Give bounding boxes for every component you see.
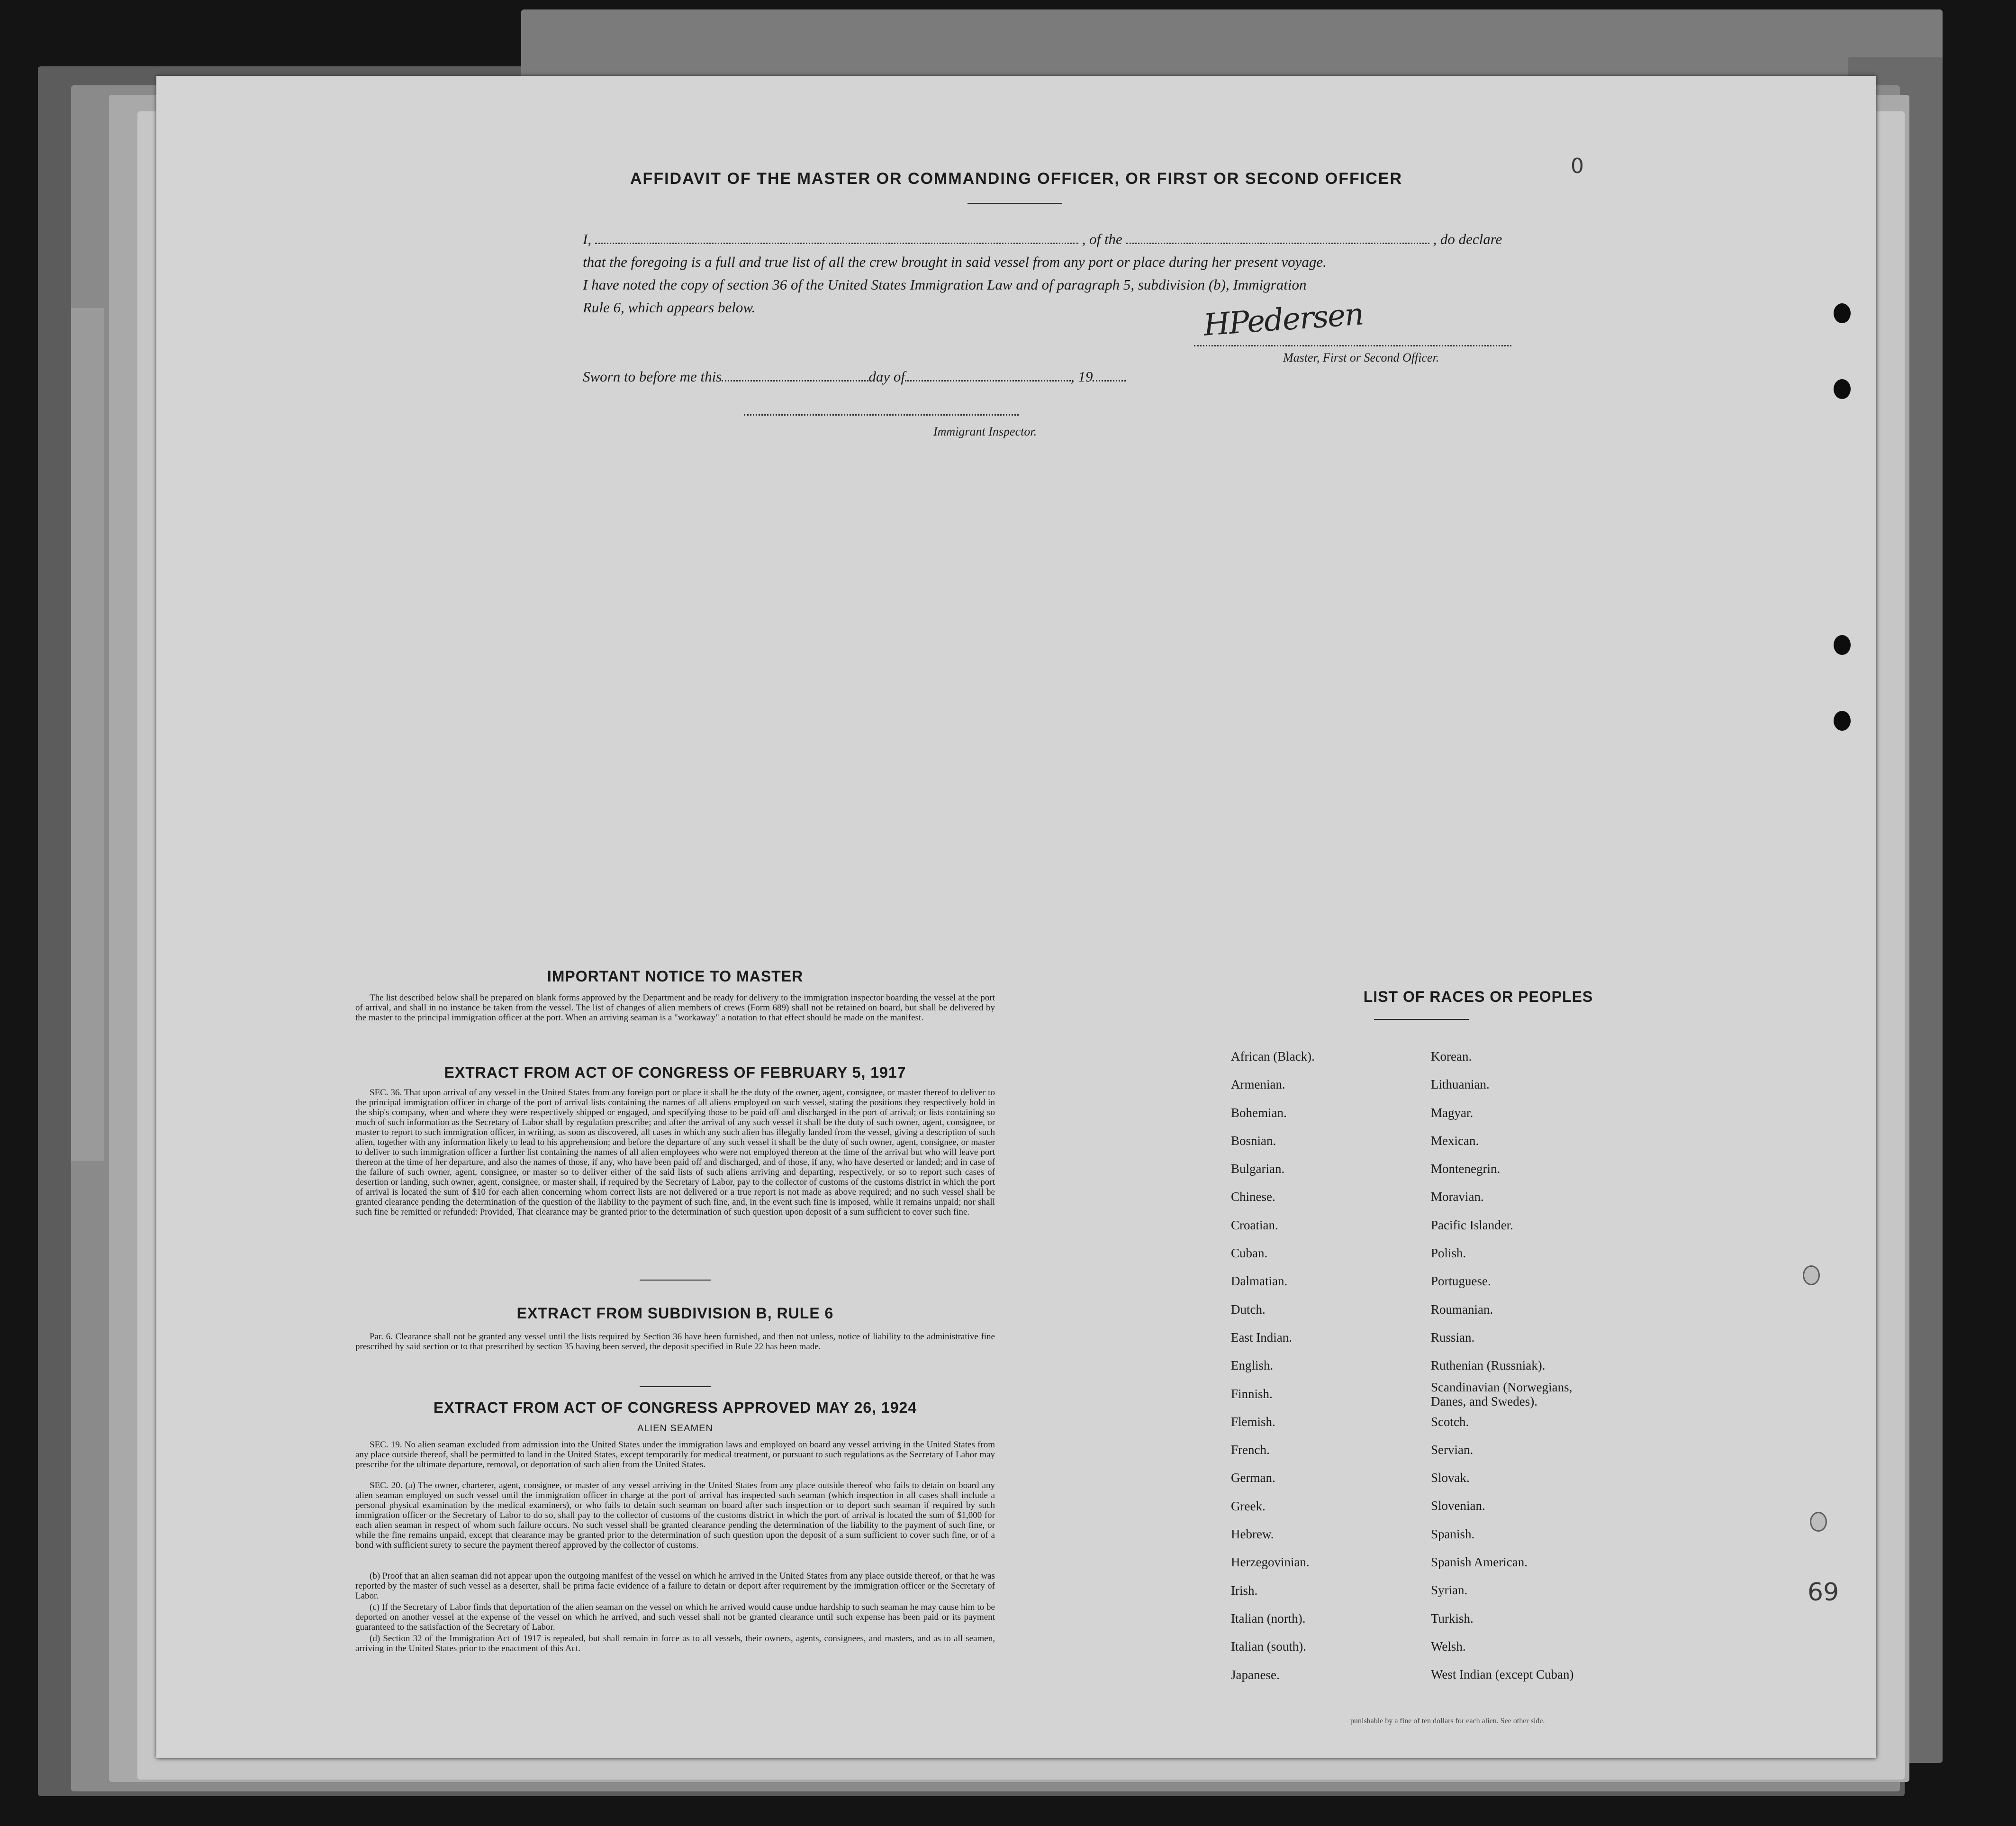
race-item: Greek. [1231,1499,1266,1513]
extract-1924-sec20d: (d) Section 32 of the Immigration Act of 1917 is repealed, but shall remain in force as to all vessels, their owners, agents, consignees, and masters, and as to all seamen, arriving in the United States prior to the enactment of this Act. [355,1634,995,1653]
race-item: Chinese. [1231,1190,1275,1204]
race-item: African (Black). [1231,1049,1315,1063]
race-item: Mexican. [1431,1133,1479,1148]
affidavit-i: I, [583,231,592,247]
inspector-caption: Immigrant Inspector. [933,425,1037,438]
extract-1917-text: SEC. 36. That upon arrival of any vessel in the United States from any foreign port or place it shall be the duty of the owner, agent, consignee, or master thereof to deliver to the principal immigration officer in charge of the port of arrival lists containing the names of all aliens employed on such vessel, stating the positions they respectively hold in the ship's company, when and where they were respectively shipped or engaged, and specifying those to be paid off and discharged in the port of arrival; or lists containing so much of such information as the Secretary of Labor shall by regulation prescribe; and after the arrival of any such vessel it shall be the duty of such owner, agent, consignee, or master to report to such immigration officer, in writing, as soon as discovered, all cases in which any such alien has illegally landed from the vessel, giving a description of such alien, together with any information likely to lead to his apprehension; and before the departure of any such vessel it shall be the duty of such owner, agent, consignee, or master to deliver to such immigration officer a further list containing the names of all alien employees who were not employed thereon at the time of the arrival but who will leave port thereon at the time of her departure, and also the names of those, if any, who have been paid off and discharged, and of those, if any, who have deserted or landed; and in case of the failure of such owner, agent, consignee, or master so to deliver either of the said lists of such aliens arriving and departing, respectively, or so to report such cases of desertion or landing, such owner, agent, consignee, or master shall, if required by the Secretary of Labor, pay to the collector of customs of the customs district in which the port of arrival is located the sum of $10 for each alien concerning whom correct lists are not delivered or a true report is not made as above required; and no such vessel shall be granted clearance pending the determination of the question of the liability to the payment of such fine, and, in the event such fine is imposed, while it remains unpaid; nor shall such fine be remitted or refunded: Provided, That clearance may be granted prior to the determination of such question upon deposit of a sum sufficient to cover such fine. [355,1088,995,1217]
sworn-prefix: Sworn to before me this [583,368,722,385]
sworn-day-of: day of [868,368,905,385]
race-item: Welsh. [1431,1639,1466,1653]
section-divider [640,1386,711,1387]
extract-1924-sec20a: SEC. 20. (a) The owner, charterer, agent, consignee, or master of any vessel arriving in the United States from any place outside thereof who fails to detain on board any alien seaman employed on such vessel until the immigration officer in charge at the port of arrival has inspected such seaman (which inspection in all cases shall include a personal physical examination by the medical examiners), or who fails to detain such seaman on board after such inspection or to deport such seaman if required by such immigration officer or the Secretary of Labor to do so, shall pay to the collector of customs of the customs district in which the port of arrival is located the sum of $1,000 for each alien seaman in respect of whom such failure occurs. No such vessel shall be granted clearance pending the determination of the liability to the payment of such fine, or while the fine remains unpaid, except that clearance may be granted prior to the determination of such question upon the deposit of a sum sufficient to cover such fine, or of a bond with sufficient surety to secure the payment thereof approved by the collector of customs. [355,1481,995,1550]
race-item: Korean. [1431,1049,1472,1063]
manifest-page [156,76,1876,1758]
extract-1924-subtitle: ALIEN SEAMEN [637,1423,713,1434]
race-item: Lithuanian. [1431,1077,1490,1092]
race-item: Spanish American. [1431,1555,1528,1570]
race-item: Dalmatian. [1231,1274,1288,1289]
punch-hole [1834,711,1851,731]
race-item: German. [1231,1471,1275,1485]
race-item: Armenian. [1231,1077,1285,1092]
affidavit-line-3: I have noted the copy of section 36 of the United States Immigration Law and of paragraph 5, subdivision (b), Immigration [583,276,1307,293]
race-item: Finnish. [1231,1386,1273,1401]
race-item: Polish. [1431,1246,1466,1261]
race-item: Italian (north). [1231,1611,1306,1626]
punch-hole [1810,1512,1827,1532]
races-left-column [1231,1043,1315,1689]
extract-rule6-text: Par. 6. Clearance shall not be granted any vessel until the lists required by Section 36 have been furnished, and then not unless, notice of liability to the administrative fine prescribed by said section or to that prescribed by section 35 having been served, the deposit specified in Rule 22 has been made. [355,1332,995,1352]
affidavit-line-1 [583,228,1644,250]
races-divider [1374,1019,1469,1020]
race-item: Turkish. [1431,1611,1474,1626]
race-item: Croatian. [1231,1217,1278,1232]
race-item: West Indian (except Cuban) [1431,1667,1574,1682]
notice-text: The list described below shall be prepared on blank forms approved by the Department and be ready for delivery to the immigration inspector boarding the vessel at the port of arrival, and shall in no instance be taken from the vessel. The list of changes of alien members of crews (Form 689) shall not be retained on board, but shall be delivered by the master to the principal immigration officer at the port. When an arriving seaman is a "workaway" a notation to that effect should be made on the manifest. [355,993,995,1023]
race-item: Portuguese. [1431,1274,1491,1289]
margin-mark-top: 0 [1571,154,1584,178]
race-item: Italian (south). [1231,1639,1306,1654]
race-item: Dutch. [1231,1302,1266,1317]
punch-hole [1834,635,1851,655]
notice-title: IMPORTANT NOTICE TO MASTER [547,968,804,985]
race-item: Flemish. [1231,1414,1275,1429]
race-item: Irish. [1231,1583,1258,1598]
punch-hole [1803,1265,1820,1285]
extract-1924-sec20c: (c) If the Secretary of Labor finds that deportation of the alien seaman on the vessel on which he arrived would cause undue hardship to such seaman he may cause him to be deported on another vessel at the expense of the vessel on which he arrived, and such vessel shall not be granted clearance until such expense has been paid or its payment guaranteed to the satisfaction of the Secretary of Labor. [355,1602,995,1632]
left-tab-edge [71,308,104,1161]
race-item: Magyar. [1431,1105,1474,1120]
extract-rule6-title: EXTRACT FROM SUBDIVISION B, RULE 6 [516,1305,834,1322]
punch-hole [1834,303,1851,323]
race-item: Slovak. [1431,1471,1470,1485]
races-title: LIST OF RACES OR PEOPLES [1363,988,1593,1005]
race-item: Scotch. [1431,1414,1469,1429]
extract-1924-sec19: SEC. 19. No alien seaman excluded from admission into the United States under the immigration laws and employed on board any vessel arriving in the United States from any place outside thereof, shall be permitted to land in the United States, except temporarily for medical treatment, or pursuant to such regulations as the Secretary of Labor may prescribe for the ultimate departure, removal, or deportation of such alien from the United States. [355,1440,995,1470]
race-item: East Indian. [1231,1330,1292,1345]
extract-1924-title: EXTRACT FROM ACT OF CONGRESS APPROVED MAY 26, 1924 [433,1399,917,1416]
penalty-note: punishable by a fine of ten dollars for each alien. See other side. [1350,1717,1545,1725]
race-item: Bohemian. [1231,1105,1287,1120]
race-item: Bosnian. [1231,1133,1276,1148]
race-item: Hebrew. [1231,1527,1274,1542]
master-signature-line[interactable] [1194,345,1511,346]
race-item: Syrian. [1431,1583,1468,1598]
title-divider [967,203,1062,204]
race-item: Russian. [1431,1330,1475,1345]
sworn-month-blank[interactable] [905,380,1071,382]
section-divider [640,1280,711,1281]
master-signature: HPedersen [1202,297,1365,343]
vessel-blank[interactable] [1126,242,1429,244]
race-item: Pacific Islander. [1431,1217,1513,1232]
sworn-year-blank[interactable] [1093,380,1126,382]
race-item: French. [1231,1443,1270,1457]
race-item: Herzegovinian. [1231,1555,1310,1570]
race-item: Slovenian. [1431,1499,1485,1513]
margin-mark-folio: 69 [1808,1578,1839,1607]
affidavit-line-2: that the foregoing is a full and true list of all the crew brought in said vessel from any port or place during her present voyage. [583,254,1327,270]
race-item: Moravian. [1431,1190,1484,1204]
extract-1924-sec20b: (b) Proof that an alien seaman did not appear upon the outgoing manifest of the vessel on which he arrived in the United States from any place outside thereof, or that he was reported by the master of such vessel as a deserter, shall be prima facie evidence of a failure to detain or deport after requirement by the immigration officer or the Secretary of Labor. [355,1571,995,1601]
extract-1917-title: EXTRACT FROM ACT OF CONGRESS OF FEBRUARY 5, 1917 [444,1064,906,1081]
affidavit-line-4: Rule 6, which appears below. [583,299,756,316]
races-right-column [1431,1043,1592,1689]
sworn-day-blank[interactable] [722,380,868,382]
affidavit-title: AFFIDAVIT OF THE MASTER OR COMMANDING OFFICER, OR FIRST OR SECOND OFFICER [630,170,1402,188]
name-blank[interactable] [595,242,1078,244]
race-item: Servian. [1431,1442,1474,1457]
sworn-line [583,366,1341,388]
race-item: Japanese. [1231,1667,1280,1682]
sworn-year: , 19 [1070,368,1093,385]
race-item: Roumanian. [1431,1302,1493,1317]
punch-hole [1834,379,1851,399]
race-item: Spanish. [1431,1526,1475,1541]
affidavit-of-the: , of the [1082,231,1122,247]
affidavit-do-declare: , do declare [1433,231,1502,247]
inspector-signature-line[interactable] [744,414,1019,416]
race-item: Scandinavian (Norwegians, Danes, and Swedes). [1431,1380,1573,1408]
race-item: Montenegrin. [1431,1162,1501,1176]
race-item: Ruthenian (Russniak). [1431,1358,1546,1373]
master-caption: Master, First or Second Officer. [1283,351,1439,364]
race-item: Cuban. [1231,1246,1268,1261]
race-item: English. [1231,1358,1274,1373]
race-item: Bulgarian. [1231,1162,1285,1176]
